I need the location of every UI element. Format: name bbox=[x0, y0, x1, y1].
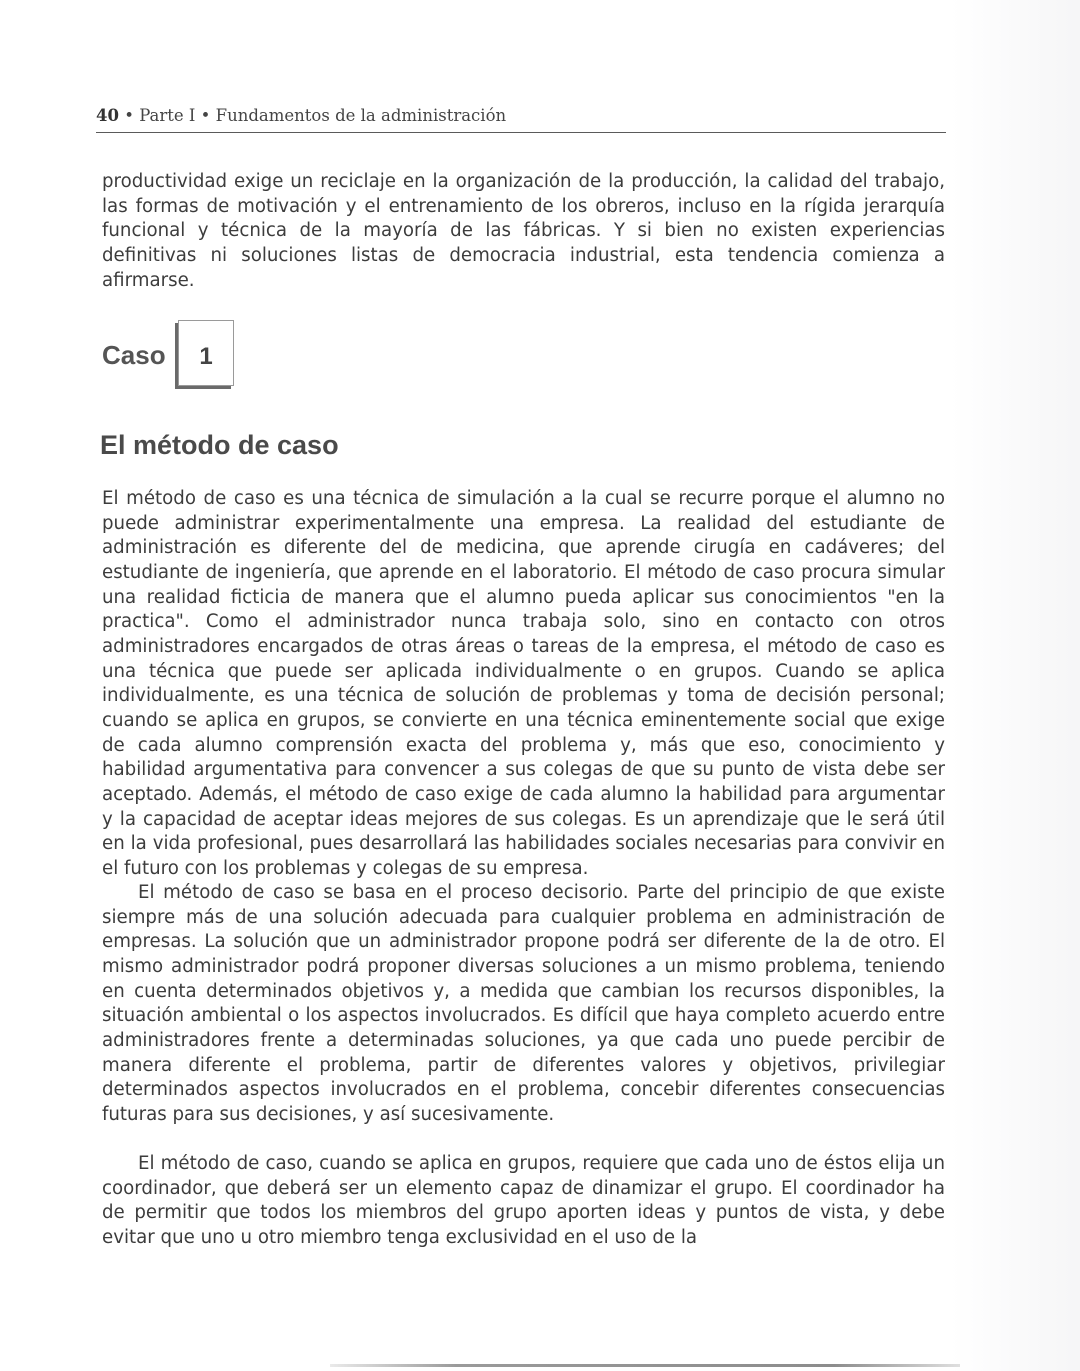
running-header bbox=[96, 106, 946, 133]
page-number: 40 bbox=[96, 106, 119, 125]
section-title: El método de caso bbox=[100, 430, 339, 460]
scan-bottom-edge bbox=[330, 1364, 960, 1367]
body-paragraph-2: El método de caso se basa en el proceso decisorio. Parte del principio de que existe siempre más de una solución adecuada para cualquier problema en administración de empresas. La solución que un administrador propone podrá ser diferente de la de otro. El mismo administrador podrá proponer diversas soluciones a un mismo problema, teniendo en cuenta determinados objetivos y, a medida que cambian los recursos disponibles, la situación ambiental o los aspectos involucrados. Es difícil que haya completo acuerdo entre administradores frente a determinadas soluciones, ya que cada uno puede percibir de manera diferente el problema, partir de diferentes valores y objetivos, privilegiar determinados aspectos involucrados en el problema, concebir diferentes consecuencias futuras para sus decisiones, y así sucesivamente. bbox=[102, 882, 945, 1125]
intro-paragraph: productividad exige un reciclaje en la organización de la producción, la calidad del trabajo, las formas de motivación y el entrenamiento de los obreros, incluso en la rígida jerarquía funcional y técnica de la mayoría de las fábricas. Y si bien no existen experiencias definitivas ni soluciones listas de democracia industrial, esta tendencia comienza a afirmarse. bbox=[102, 171, 945, 291]
page-edge-shadow bbox=[950, 0, 1080, 1371]
case-number: 1 bbox=[199, 343, 213, 370]
case-number-badge bbox=[178, 320, 234, 386]
body-paragraph-1: El método de caso es una técnica de simulación a la cual se recurre porque el alumno no puede administrar experimentalmente una empresa. La realidad del estudiante de administración es diferente del de medicina, que aprende cirugía en cadáveres; del estudiante de ingeniería, que aprende en el laboratorio. El método de caso procura simular una realidad ficticia de manera que el alumno pueda aplicar sus conocimientos "en la practica". Como el administrador nunca trabaja solo, sino en contacto con otros administradores encargados de otras áreas o tareas de la empresa, el método de caso es una técnica que puede ser aplicada individualmente o en grupos. Cuando se aplica individualmente, es una técnica de solución de problemas y toma de decisión personal; cuando se aplica en grupos, se convierte en una técnica eminentemente social que exige de cada alumno comprensión exacta del problema y, más que eso, conocimiento y habilidad argumentativa para convencer a sus colegas de que su punto de vista debe ser aceptado. Además, el método de caso exige de cada alumno la habilidad para argumentar y la capacidad de aceptar ideas mejores de sus colegas. Es un aprendizaje que le será útil en la vida profesional, pues desarrollará las habilidades sociales necesarias para convivir en el futuro con los problemas y colegas de su empresa. bbox=[102, 488, 945, 879]
body-paragraph-3: El método de caso, cuando se aplica en grupos, requiere que cada uno de éstos elija un coordinador, que deberá ser un elemento capaz de dinamizar el grupo. El coordinador ha de permitir que todos los miembros del grupo aporten ideas y puntos de vista, y debe evitar que uno u otro miembro tenga exclusividad en el uso de la bbox=[102, 1153, 945, 1248]
running-title: • Parte I • Fundamentos de la administración bbox=[118, 106, 507, 125]
case-label: Caso bbox=[102, 340, 166, 370]
